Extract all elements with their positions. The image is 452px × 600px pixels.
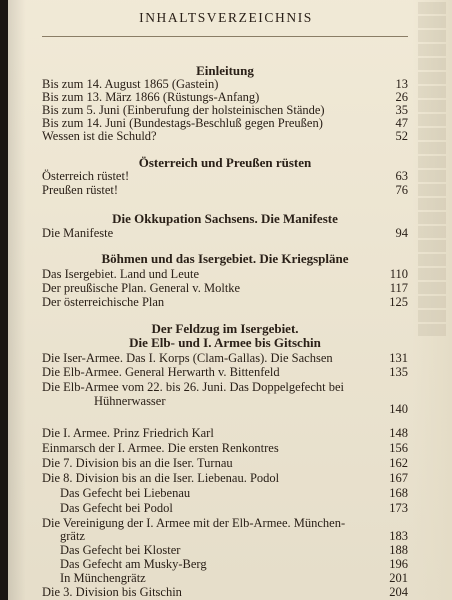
toc-entry-page: 63 [395, 169, 408, 183]
toc-entry-page: 148 [389, 426, 408, 440]
header-rule [42, 36, 408, 37]
toc-entry-page: 110 [389, 267, 408, 281]
toc-entry-page: 131 [389, 351, 408, 365]
toc-entry-text: grätz [60, 529, 85, 543]
toc-entry-text: Hühnerwasser [94, 394, 166, 408]
toc-entry-text: Wessen ist die Schuld? [42, 129, 157, 143]
toc-entry-text: Bis zum 14. August 1865 (Gastein) [42, 77, 219, 91]
toc-entry-text: Die I. Armee. Prinz Friedrich Karl [42, 426, 214, 440]
toc-entry-page: 167 [389, 471, 408, 485]
toc-entry-page: 94 [395, 226, 408, 240]
toc-entry-page: 135 [389, 365, 408, 379]
toc-entry-page: 13 [395, 77, 408, 91]
toc-entry-page: 183 [389, 529, 408, 543]
toc-entry-text: Die 8. Division bis an die Iser. Liebenau. Podol [42, 471, 280, 485]
toc-entry-text: Einmarsch der I. Armee. Die ersten Renkontres [42, 441, 279, 455]
toc-entry-text: Das Isergebiet. Land und Leute [42, 267, 200, 281]
page-header: INHALTSVERZEICHNIS [139, 10, 313, 25]
toc-entry-page: 117 [389, 281, 408, 295]
toc-entry-page: 168 [389, 486, 408, 500]
toc-entry-text: Preußen rüstet! [42, 183, 119, 197]
toc-entry-text: Bis zum 14. Juni (Bundestags-Beschluß gegen Preußen) [42, 116, 323, 130]
toc-entry-text: Bis zum 5. Juni (Einberufung der holsteinischen Stände) [42, 103, 325, 117]
toc-entry-text: Bis zum 13. März 1866 (Rüstungs-Anfang) [42, 90, 260, 104]
toc-entry-page: 188 [389, 543, 408, 557]
toc-entry-text: Das Gefecht bei Podol [60, 501, 173, 515]
toc-entry-text: In Münchengrätz [60, 571, 146, 585]
section-title: Österreich und Preußen rüsten [138, 155, 312, 170]
toc-entry-page: 47 [395, 116, 408, 130]
toc-entry-text: Das Gefecht am Musky-Berg [60, 557, 207, 571]
toc-entry-page: 196 [389, 557, 408, 571]
facing-page-edge [412, 0, 452, 600]
section-title: Die Okkupation Sachsens. Die Manifeste [112, 211, 338, 226]
toc-entry-page: 35 [395, 103, 408, 117]
toc-entry-text: Die 3. Division bis Gitschin [42, 585, 182, 599]
section-title: Der Feldzug im Isergebiet. [151, 321, 299, 336]
toc-entry-text: Die Elb-Armee vom 22. bis 26. Juni. Das Doppelgefecht bei [42, 380, 345, 394]
toc-entry-page: 156 [389, 441, 408, 455]
section-title: Einleitung [196, 63, 254, 78]
toc-entry-text: Das Gefecht bei Liebenau [60, 486, 191, 500]
toc-entry-page: 125 [389, 295, 408, 309]
toc-entry-page: 204 [389, 585, 408, 599]
toc-entry-page: 52 [395, 129, 408, 143]
toc-entry-page: 76 [395, 183, 408, 197]
toc-entry-page: 173 [389, 501, 408, 515]
toc-entry-page: 162 [389, 456, 408, 470]
toc-entry-text: Österreich rüstet! [42, 169, 130, 183]
toc-entry-text: Der preußische Plan. General v. Moltke [42, 281, 241, 295]
toc-entry-text: Die Vereinigung der I. Armee mit der Elb-Armee. München- [42, 516, 346, 530]
toc-entry-text: Das Gefecht bei Kloster [60, 543, 181, 557]
toc-entry-page: 140 [389, 402, 408, 416]
section-title: Die Elb- und I. Armee bis Gitschin [129, 335, 321, 350]
toc-entry-text: Die 7. Division bis an die Iser. Turnau [42, 456, 233, 470]
toc-entry-text: Der österreichische Plan [42, 295, 165, 309]
section-title: Böhmen und das Isergebiet. Die Kriegspläne [101, 251, 349, 266]
toc-entry-text: Die Elb-Armee. General Herwarth v. Bittenfeld [42, 365, 280, 379]
toc-entry-text: Die Manifeste [42, 226, 114, 240]
toc-entry-page: 26 [395, 90, 408, 104]
toc-entry-page: 201 [389, 571, 408, 585]
toc-entry-text: Die Iser-Armee. Das I. Korps (Clam-Gallas). Die Sachsen [42, 351, 333, 365]
